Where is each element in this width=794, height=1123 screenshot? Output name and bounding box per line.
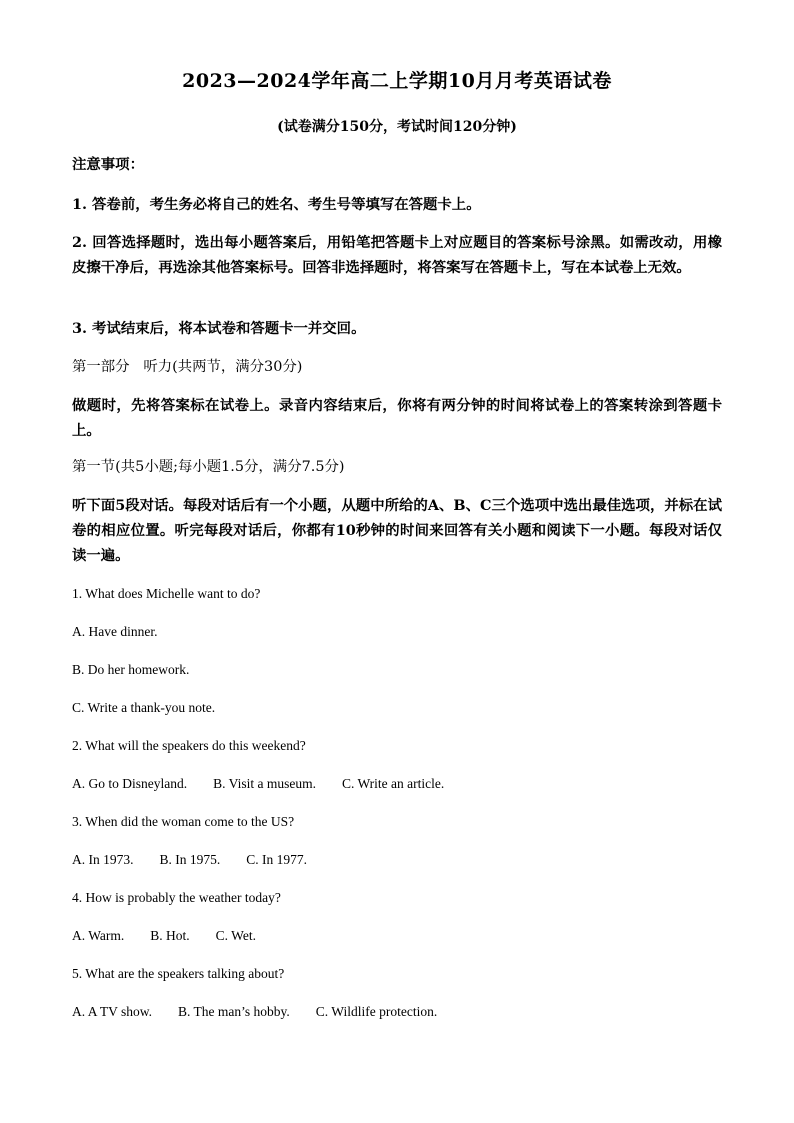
question-4-option-c: C. Wet. (215, 928, 256, 943)
question-2-option-c: C. Write an article. (341, 776, 445, 791)
question-3-options (72, 851, 722, 869)
question-2-option-a: A. Go to Disneyland. (72, 776, 188, 791)
question-5-option-b: B. The man’s hobby. (178, 1004, 290, 1019)
question-1: 1. What does Michelle want to do? (72, 586, 261, 601)
part1-heading-text: 听力(共两节，满分30分) (143, 359, 303, 375)
question-5-options (72, 1003, 722, 1021)
question-3: 3. When did the woman come to the US? (72, 814, 295, 829)
question-2-options (72, 775, 722, 793)
question-5-option-c: C. Wildlife protection. (315, 1004, 438, 1019)
question-4-options (72, 927, 722, 945)
question-1-option-b: B. Do her homework. (72, 662, 190, 677)
question-1-option-c: C. Write a thank-you note. (72, 700, 216, 715)
section1-heading: 第一节(共5小题;每小题1.5分，满分7.5分) (72, 459, 345, 475)
question-1-option-a: A. Have dinner. (72, 624, 158, 639)
question-3-option-b: B. In 1975. (159, 852, 221, 867)
part1-heading-label: 第一部分 (72, 359, 130, 375)
notice-heading: 注意事项： (72, 156, 144, 173)
notice-item-2: 2. 回答选择题时，选出每小题答案后，用铅笔把答题卡上对应题目的答案标号涂黑。如需改动，用橡皮擦干净后，再选涂其他答案标号。回答非选择题时，将答案写在答题卡上，写在本试卷上无效。 (72, 234, 722, 276)
question-3-option-a: A. In 1973. (72, 852, 134, 867)
question-3-option-c: C. In 1977. (246, 852, 307, 867)
part1-heading (72, 355, 722, 380)
question-5: 5. What are the speakers talking about? (72, 966, 285, 981)
exam-subtitle: (试卷满分150分，考试时间120分钟) (277, 119, 517, 135)
section1-instruction: 听下面5段对话。每段对话后有一个小题，从题中所给的A、B、C三个选项中选出最佳选项，并标在试卷的相应位置。听完每段对话后，你都有10秒钟的时间来回答有关小题和阅读下一小题。每段对话仅读一遍。 (72, 497, 722, 564)
question-4-option-a: A. Warm. (72, 928, 125, 943)
question-2-option-b: B. Visit a museum. (213, 776, 316, 791)
question-4: 4. How is probably the weather today? (72, 890, 281, 905)
part1-instruction: 做题时，先将答案标在试卷上。录音内容结束后，你将有两分钟的时间将试卷上的答案转涂到答题卡上。 (72, 397, 722, 439)
notice-item-3: 3. 考试结束后，将本试卷和答题卡一并交回。 (72, 320, 366, 337)
notice-item-1: 1. 答卷前，考生务必将自己的姓名、考生号等填写在答题卡上。 (72, 196, 481, 213)
question-2: 2. What will the speakers do this weekend? (72, 738, 306, 753)
question-4-option-b: B. Hot. (150, 928, 190, 943)
exam-title: 2023—2024学年高二上学期10月月考英语试卷 (182, 70, 612, 92)
question-5-option-a: A. A TV show. (72, 1004, 153, 1019)
